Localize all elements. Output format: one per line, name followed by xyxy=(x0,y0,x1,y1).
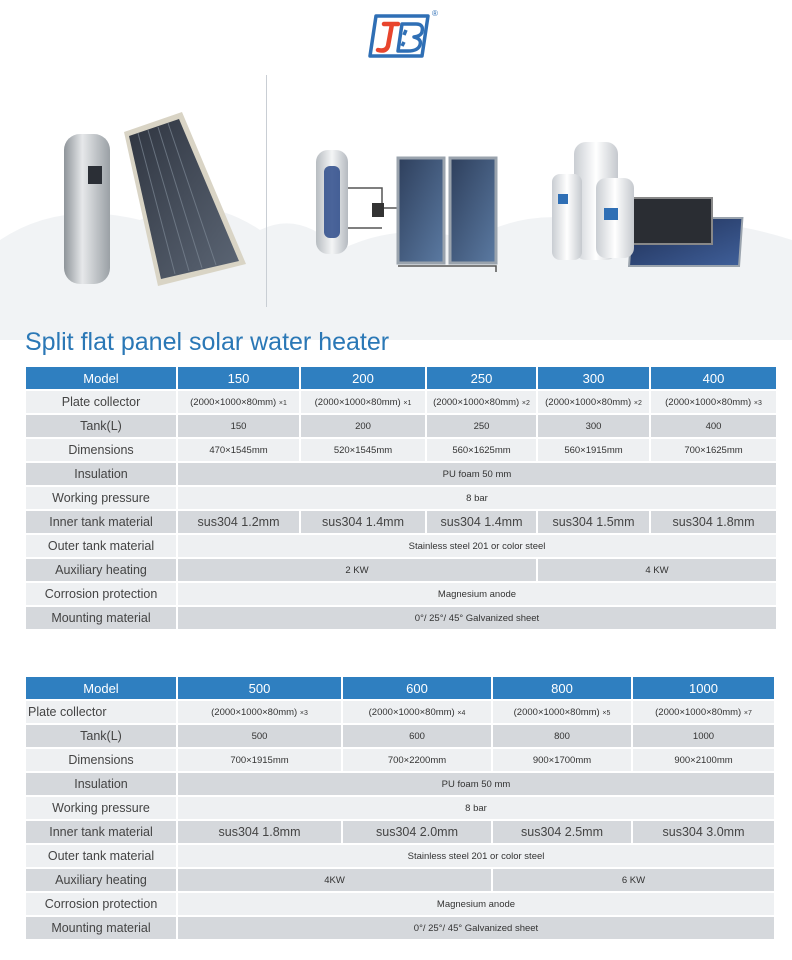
table-row xyxy=(26,797,774,819)
table-row xyxy=(26,535,776,557)
image-divider xyxy=(266,75,267,307)
product-images xyxy=(0,70,792,318)
row-label: Tank(L) xyxy=(26,725,176,747)
row-label: Mounting material xyxy=(26,607,176,629)
row-label: Inner tank material xyxy=(26,511,176,533)
row-label: Plate collector xyxy=(26,391,176,413)
row-label: Tank(L) xyxy=(26,415,176,437)
table-cell: 470×1545mm xyxy=(178,439,299,461)
table-cell: (2000×1000×80mm) ×4 xyxy=(343,701,491,723)
table-row xyxy=(26,845,774,867)
table-cell: 0°/ 25°/ 45° Galvanized sheet xyxy=(178,917,774,939)
table-cell: Stainless steel 201 or color steel xyxy=(178,535,776,557)
table-cell: 700×1625mm xyxy=(651,439,776,461)
table-cell: 4 KW xyxy=(538,559,776,581)
product-image-tank-family xyxy=(548,138,748,288)
table-cell: 6 KW xyxy=(493,869,774,891)
table-cell: sus304 1.8mm xyxy=(178,821,341,843)
table-cell: 400 xyxy=(651,415,776,437)
table-row xyxy=(26,559,776,581)
table-cell: sus304 2.0mm xyxy=(343,821,491,843)
header-cell: 150 xyxy=(178,367,299,389)
table-row xyxy=(26,583,776,605)
row-label: Working pressure xyxy=(26,487,176,509)
header-cell: 250 xyxy=(427,367,536,389)
table-cell: 8 bar xyxy=(178,797,774,819)
table-row xyxy=(26,893,774,915)
row-label: Auxiliary heating xyxy=(26,869,176,891)
table-cell: sus304 1.4mm xyxy=(427,511,536,533)
row-label: Plate collector xyxy=(26,701,176,723)
product-image-split-system xyxy=(312,148,522,278)
table-cell: (2000×1000×80mm) ×3 xyxy=(651,391,776,413)
table-row xyxy=(26,439,776,461)
header-cell: 1000 xyxy=(633,677,774,699)
spec-table-1 xyxy=(24,365,778,631)
header-cell: 500 xyxy=(178,677,341,699)
table-cell: 900×2100mm xyxy=(633,749,774,771)
header-cell: 400 xyxy=(651,367,776,389)
header-cell: 300 xyxy=(538,367,649,389)
row-label: Corrosion protection xyxy=(26,583,176,605)
table-row xyxy=(26,607,776,629)
svg-text:®: ® xyxy=(432,9,438,18)
table-row xyxy=(26,917,774,939)
table-cell: 300 xyxy=(538,415,649,437)
header-cell: 600 xyxy=(343,677,491,699)
table-cell: (2000×1000×80mm) ×5 xyxy=(493,701,631,723)
table-row xyxy=(26,463,776,485)
table-cell: sus304 1.8mm xyxy=(651,511,776,533)
table-cell: 500 xyxy=(178,725,341,747)
table-cell: Stainless steel 201 or color steel xyxy=(178,845,774,867)
row-label: Insulation xyxy=(26,773,176,795)
table-cell: 4KW xyxy=(178,869,491,891)
table-cell: 560×1625mm xyxy=(427,439,536,461)
table-cell: 200 xyxy=(301,415,425,437)
row-label: Outer tank material xyxy=(26,535,176,557)
header-cell: 800 xyxy=(493,677,631,699)
table-row xyxy=(26,749,774,771)
table-cell: 520×1545mm xyxy=(301,439,425,461)
table-cell: (2000×1000×80mm) ×3 xyxy=(178,701,341,723)
row-label: Dimensions xyxy=(26,749,176,771)
table-cell: 600 xyxy=(343,725,491,747)
table-cell: PU foam 50 mm xyxy=(178,463,776,485)
table-header-row xyxy=(26,367,776,389)
table-cell: (2000×1000×80mm) ×2 xyxy=(538,391,649,413)
table-cell: 250 xyxy=(427,415,536,437)
table-header-row xyxy=(26,677,774,699)
row-label: Mounting material xyxy=(26,917,176,939)
table-row xyxy=(26,701,774,723)
table-cell: 900×1700mm xyxy=(493,749,631,771)
row-label: Corrosion protection xyxy=(26,893,176,915)
table-cell: 560×1915mm xyxy=(538,439,649,461)
table-row xyxy=(26,511,776,533)
table-cell: 1000 xyxy=(633,725,774,747)
spec-table-2 xyxy=(24,675,776,941)
table-row xyxy=(26,773,774,795)
row-label: Auxiliary heating xyxy=(26,559,176,581)
table-cell: PU foam 50 mm xyxy=(178,773,774,795)
table-row xyxy=(26,821,774,843)
table-cell: sus304 3.0mm xyxy=(633,821,774,843)
table-cell: (2000×1000×80mm) ×7 xyxy=(633,701,774,723)
table-cell: sus304 1.5mm xyxy=(538,511,649,533)
row-label: Outer tank material xyxy=(26,845,176,867)
table-cell: Magnesium anode xyxy=(178,583,776,605)
row-label: Working pressure xyxy=(26,797,176,819)
table-row xyxy=(26,869,774,891)
table-row xyxy=(26,391,776,413)
header-cell: 200 xyxy=(301,367,425,389)
table-cell: 0°/ 25°/ 45° Galvanized sheet xyxy=(178,607,776,629)
table-cell: 8 bar xyxy=(178,487,776,509)
table-cell: (2000×1000×80mm) ×2 xyxy=(427,391,536,413)
table-cell: 150 xyxy=(178,415,299,437)
header-cell: Model xyxy=(26,367,176,389)
page-title: Split flat panel solar water heater xyxy=(25,328,390,356)
table-cell: (2000×1000×80mm) ×1 xyxy=(301,391,425,413)
table-row xyxy=(26,415,776,437)
row-label: Dimensions xyxy=(26,439,176,461)
table-row xyxy=(26,487,776,509)
table-cell: Magnesium anode xyxy=(178,893,774,915)
table-cell: (2000×1000×80mm) ×1 xyxy=(178,391,299,413)
row-label: Inner tank material xyxy=(26,821,176,843)
table-cell: sus304 1.2mm xyxy=(178,511,299,533)
header-cell: Model xyxy=(26,677,176,699)
table-cell: 2 KW xyxy=(178,559,536,581)
table-cell: sus304 1.4mm xyxy=(301,511,425,533)
table-row xyxy=(26,725,774,747)
table-cell: sus304 2.5mm xyxy=(493,821,631,843)
table-cell: 700×2200mm xyxy=(343,749,491,771)
row-label: Insulation xyxy=(26,463,176,485)
table-cell: 800 xyxy=(493,725,631,747)
brand-logo xyxy=(362,6,442,62)
product-image-tank-panel xyxy=(60,104,260,294)
table-cell: 700×1915mm xyxy=(178,749,341,771)
